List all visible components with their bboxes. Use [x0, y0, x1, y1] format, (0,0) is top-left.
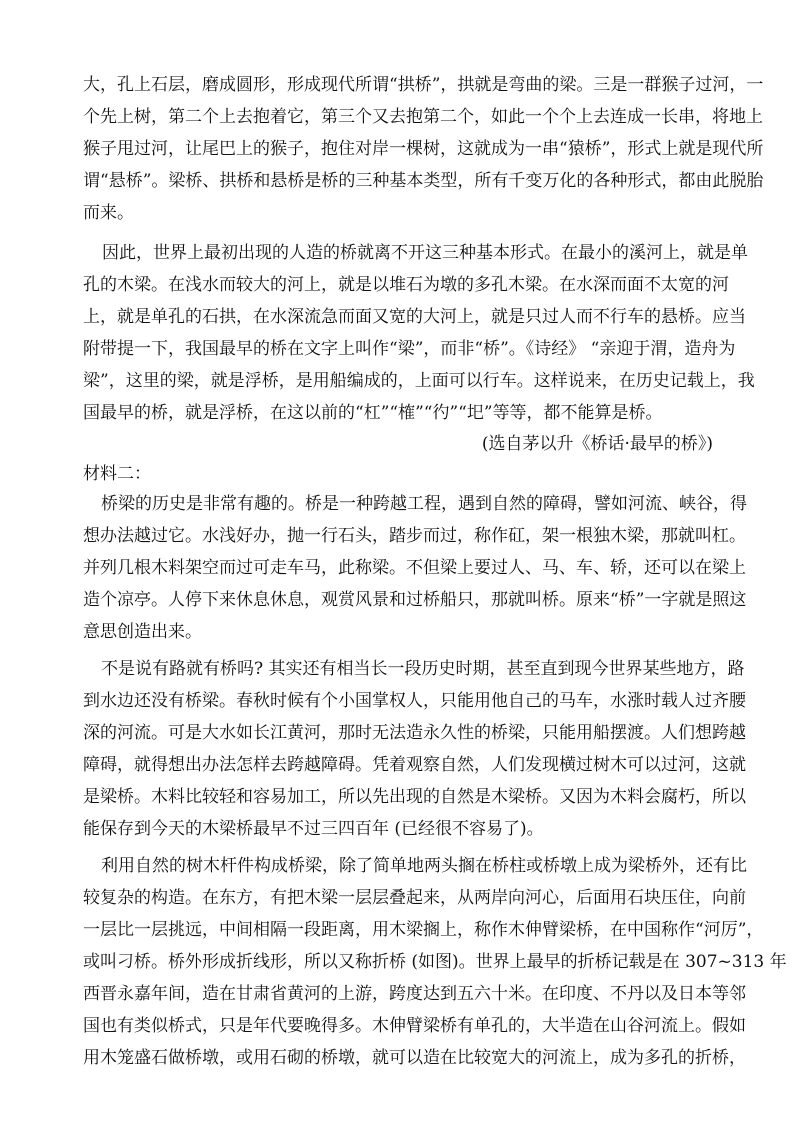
text-line: 梁”，这里的梁，就是浮桥，是用船编成的，上面可以行车。这样说来，在历史记载上，我 [83, 371, 755, 391]
text-line: 能保存到今天的木梁桥最早不过三四百年 (已经很不容易了)。 [83, 819, 544, 839]
text-line: 猴子甩过河，让尾巴上的猴子，抱住对岸一棵树，这就成为一串“猿桥”，形式上就是现代所 [83, 139, 764, 159]
text-line: 想办法越过它。水浅好办，抛一行石头，踏步而过，称作矼，架一根独木梁，那就叫杠。 [83, 526, 746, 546]
text-line: 上，就是单孔的石拱，在水深流急而面又宽的大河上，就是只过人而不行车的悬桥。应当 [83, 307, 746, 327]
source-citation: (选自茅以升《桥话·最早的桥》) [481, 434, 713, 454]
text-line: 较复杂的构造。在东方，有把木梁一层层叠起来，从两岸向河心，后面用石块压住，向前 [83, 888, 746, 908]
text-line: 国也有类似桥式，只是年代要晚得多。木伸臂梁桥有单孔的，大半造在山谷河流上。假如 [83, 1016, 746, 1036]
text-line: 是梁桥。木料比较轻和容易加工，所以先出现的自然是木梁桥。又因为木料会腐朽，所以 [83, 787, 746, 807]
text-line: 大，孔上石层，磨成圆形，形成现代所谓“拱桥”，拱就是弯曲的梁。三是一群猴子过河，一 [83, 75, 764, 95]
text-line: 一层比一层挑远，中间相隔一段距离，用木梁搁上，称作木伸臂梁桥，在中国称作“河厉”， [83, 920, 764, 940]
text-line: 个先上树，第二个上去抱着它，第三个又去抱第二个，如此一个个上去连成一长串，将地上 [83, 107, 763, 127]
text-line: 西晋永嘉年间，造在甘肃省黄河的上游，跨度达到五六十米。在印度、不丹以及日本等邻 [83, 984, 746, 1004]
text-line: 或叫刁桥。桥外形成折线形，所以又称折桥 (如图)。世界上最早的折桥记载是在 307~313 年 [83, 952, 787, 972]
text-line: 因此，世界上最初出现的人造的桥就离不开这三种基本形式。在最小的溪河上，就是单 [102, 243, 748, 263]
text-line: 谓“悬桥”。梁桥、拱桥和悬桥是桥的三种基本类型，所有千变万化的各种形式，都由此脱胎 [83, 171, 764, 191]
text-line: 到水边还没有桥梁。春秋时候有个小国掌权人，只能用他自己的马车，水涨时载人过齐腰 [83, 691, 746, 711]
text-line: 不是说有路就有桥吗? 其实还有相当长一段历史时期，甚至直到现今世界某些地方，路 [101, 659, 745, 679]
text-line: 附带提一下，我国最早的桥在文字上叫作“梁”，而非“桥”。《诗经》 “亲迎于渭，造舟为 [83, 339, 736, 359]
text-line: 用木笼盛石做桥墩，或用石砌的桥墩，就可以造在比较宽大的河流上，成为多孔的折桥， [83, 1048, 746, 1068]
text-line: 利用自然的树木杆件构成桥梁，除了简单地两头搁在桥柱或桥墩上成为梁桥外，还有比 [101, 856, 747, 876]
text-line: 桥梁的历史是非常有趣的。桥是一种跨越工程，遇到自然的障碍，譬如河流、峡谷，得 [101, 494, 747, 514]
text-line: 造个凉亭。人停下来休息休息，观赏风景和过桥船只，那就叫桥。原来“桥”一字就是照这 [83, 590, 747, 610]
text-line: 而来。 [83, 203, 134, 223]
text-line: 国最早的桥，就是浮桥，在这以前的“杠”“榷”“彴”“圯”等等，都不能算是桥。 [83, 403, 663, 423]
text-line: 意思创造出来。 [83, 622, 202, 642]
text-line: 并列几根木料架空而过可走车马，此称梁。不但梁上要过人、马、车、轿，还可以在梁上 [83, 558, 746, 578]
section-heading: 材料二： [83, 464, 151, 484]
text-line: 孔的木梁。在浅水而较大的河上，就是以堆石为墩的多孔木梁。在水深而面不太宽的河 [83, 275, 729, 295]
text-line: 障碍，就得想出办法怎样去跨越障碍。凭着观察自然，人们发现横过树木可以过河，这就 [83, 755, 746, 775]
text-line: 深的河流。可是大水如长江黄河，那时无法造永久性的桥梁，只能用船摆渡。人们想跨越 [83, 723, 746, 743]
